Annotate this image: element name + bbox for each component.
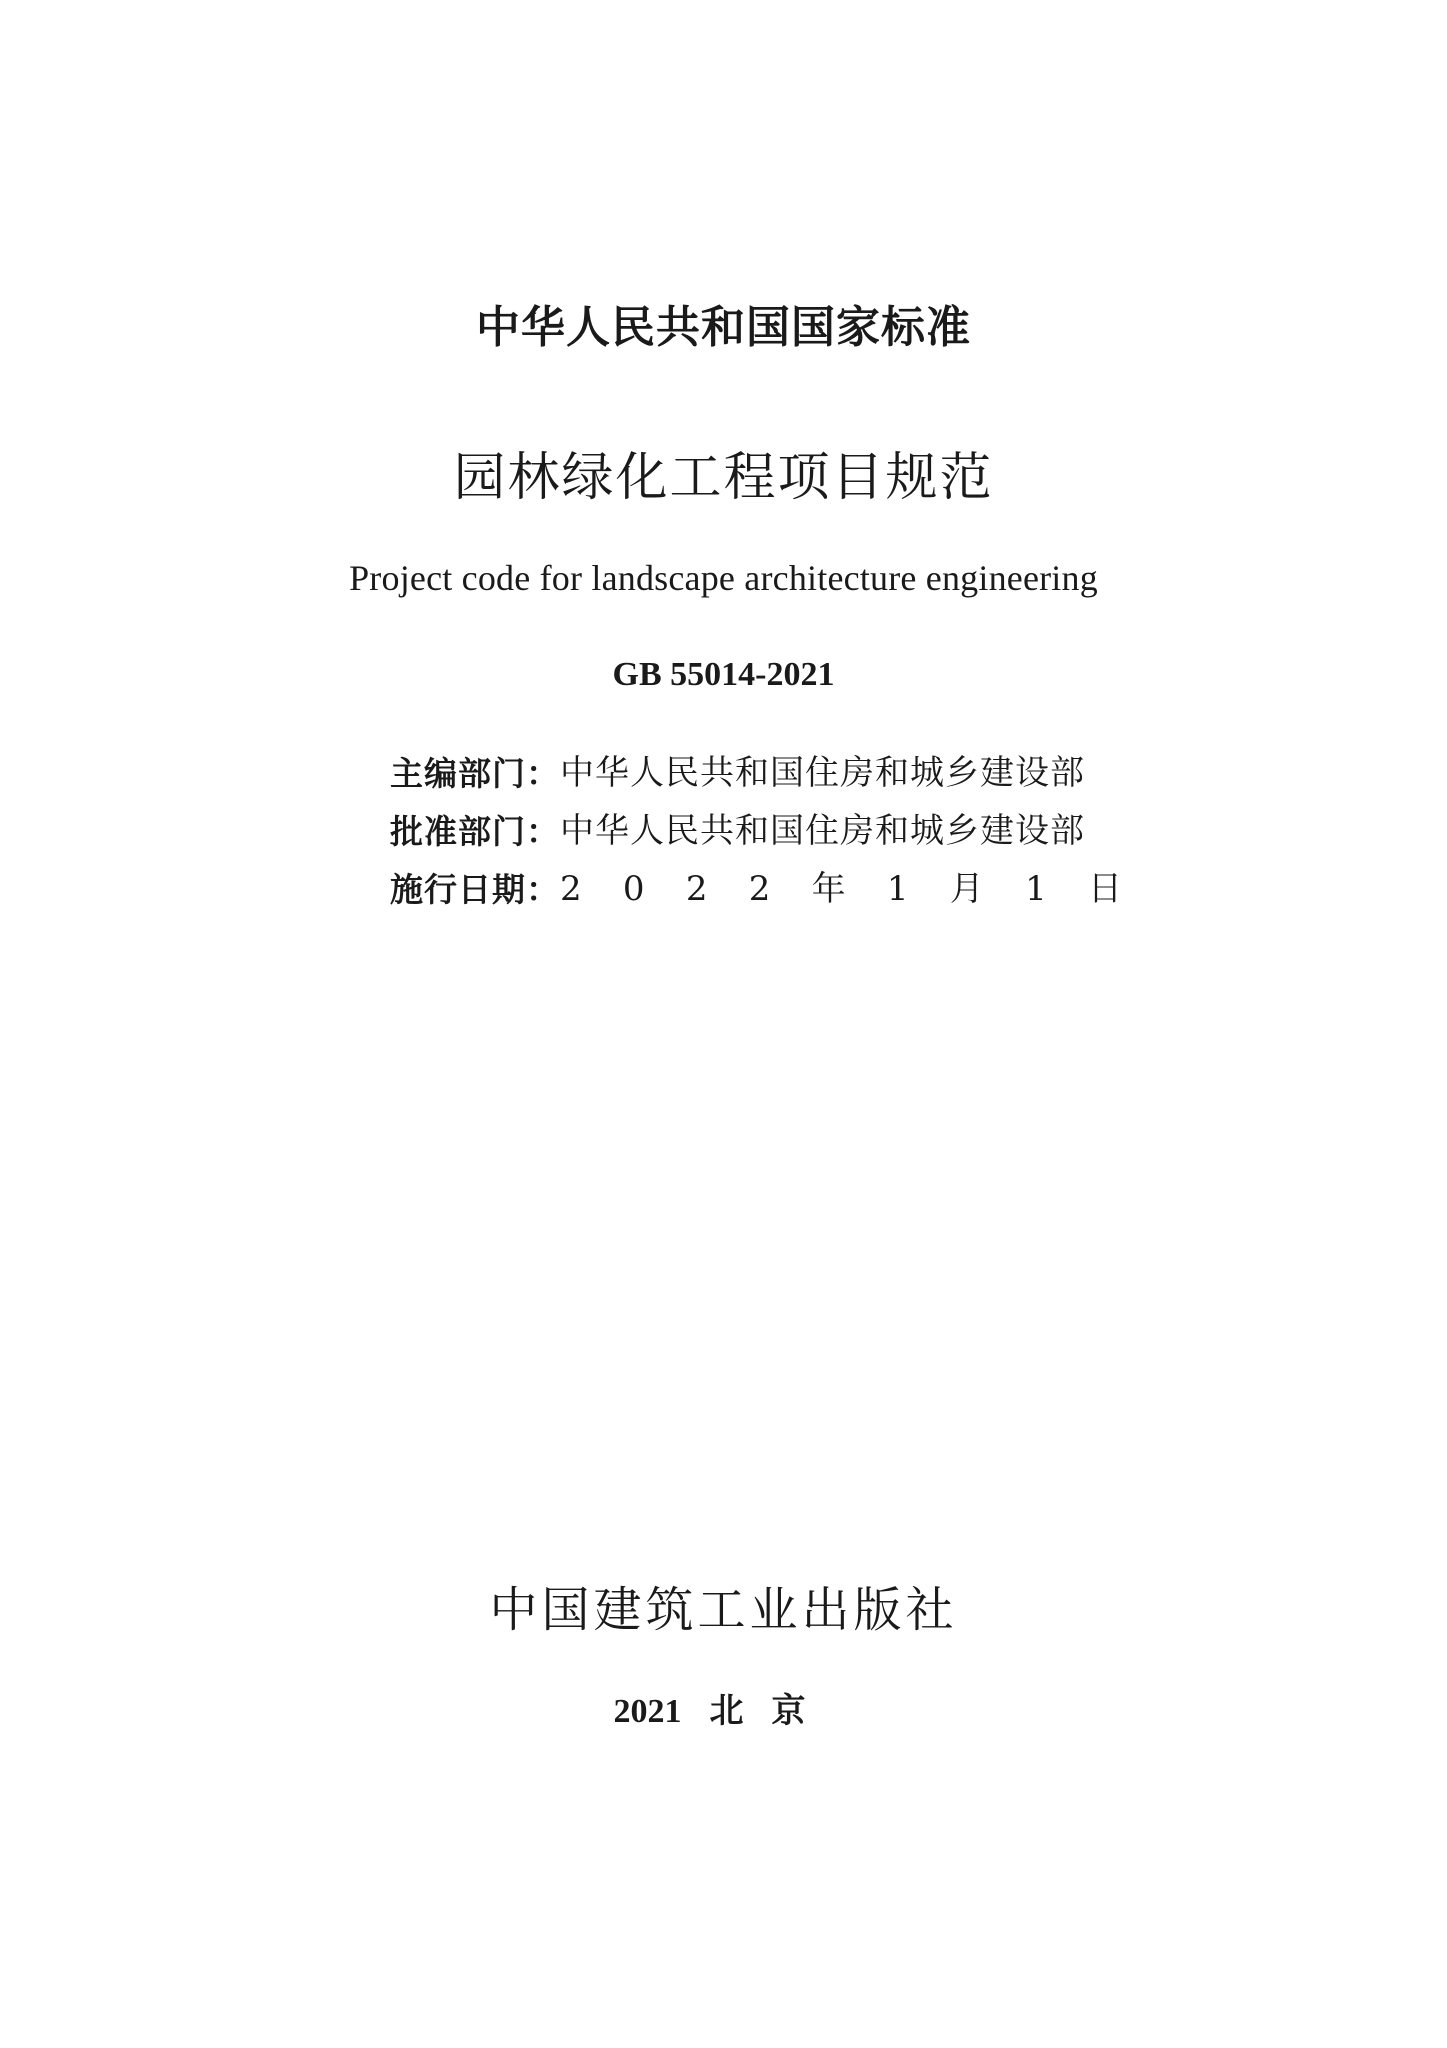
series-title: 中华人民共和国国家标准 (476, 302, 971, 353)
editor-label: 主编部门： (390, 753, 560, 793)
publication-city: 北京 (709, 1691, 834, 1731)
date-char: 2 (748, 869, 771, 909)
editor-row (390, 744, 1150, 802)
editor-value: 中华人民共和国住房和城乡建设部 (560, 753, 1085, 793)
approver-row (390, 802, 1150, 860)
date-char: 月 (949, 869, 984, 909)
effective-date-label: 施行日期： (390, 869, 560, 909)
date-char: 1 (1025, 869, 1047, 909)
metadata-block (390, 744, 1150, 918)
date-char: 日 (1087, 869, 1122, 909)
date-char: 0 (622, 869, 645, 909)
date-char: 2 (685, 869, 708, 909)
publisher-name: 中国建筑工业出版社 (489, 1582, 958, 1638)
effective-date-value (560, 869, 1122, 909)
effective-date-row (390, 860, 1150, 918)
chinese-title: 园林绿化工程项目规范 (453, 448, 994, 508)
date-char: 1 (886, 869, 909, 909)
standard-code: GB 55014-2021 (612, 656, 835, 693)
approver-label: 批准部门： (390, 811, 560, 851)
publication-year-place (0, 1691, 1447, 1731)
approver-value: 中华人民共和国住房和城乡建设部 (560, 811, 1085, 851)
date-char: 2 (560, 869, 582, 909)
date-char: 年 (811, 869, 846, 909)
english-title: Project code for landscape architecture engineering (349, 558, 1098, 598)
publication-year: 2021 (613, 1693, 682, 1730)
